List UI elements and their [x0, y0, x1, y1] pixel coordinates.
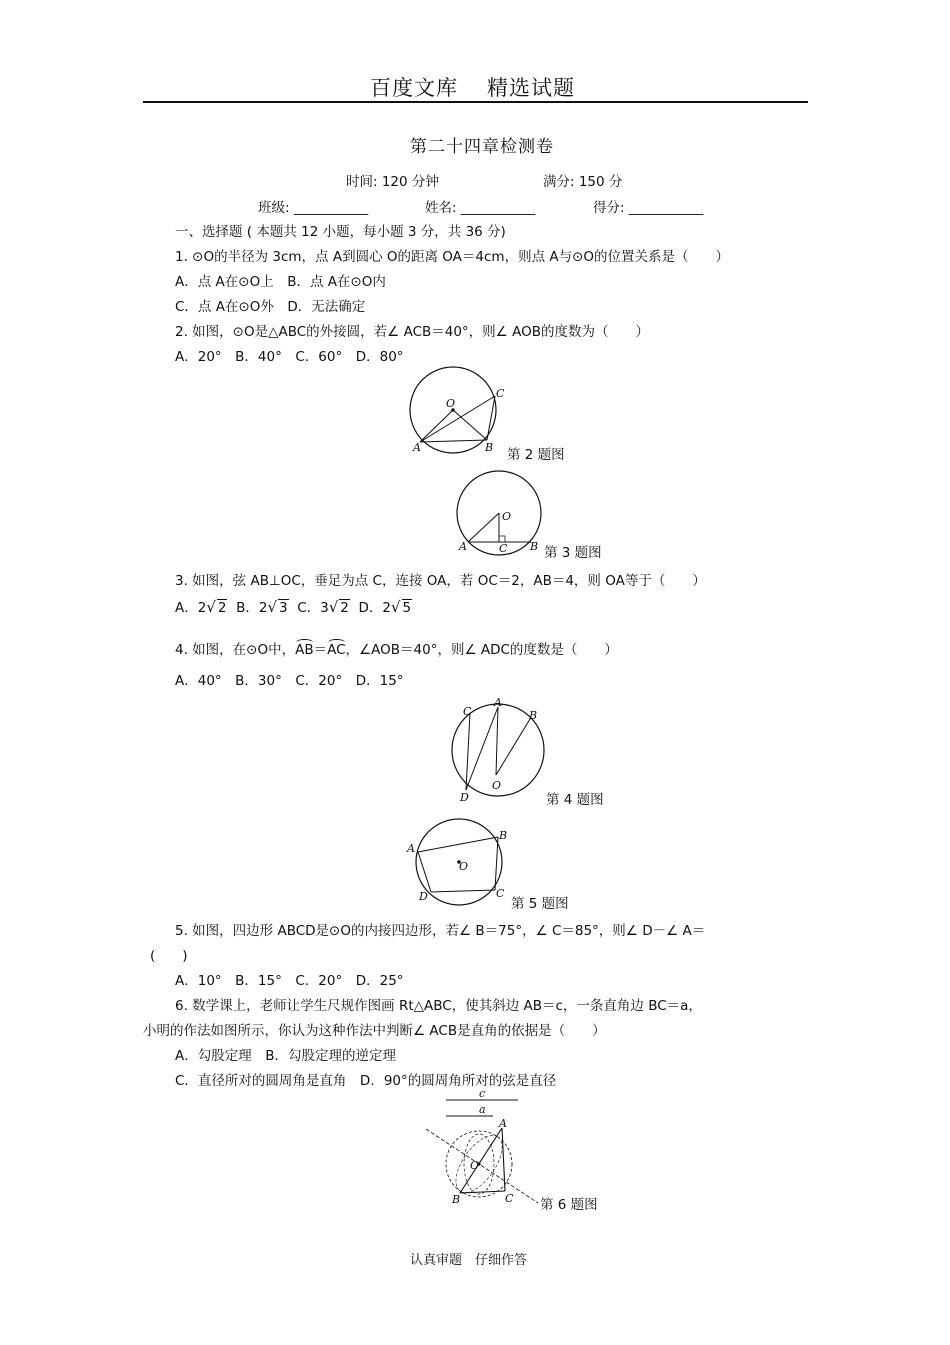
q5-options: A．10° B．15° C．20° D．25° [175, 973, 404, 989]
fig6-caption: 第 6 题图 [540, 1197, 598, 1213]
fig5-label-a: A [407, 842, 415, 855]
q2-options: A．20° B．40° C．60° D．80° [175, 349, 404, 365]
q6-options-ab: A．勾股定理 B．勾股定理的逆定理 [175, 1048, 396, 1064]
page-footer: 认真审题 仔细作答 [410, 1253, 528, 1268]
fig3-label-a: A [459, 540, 467, 553]
q1-options-cd: C．点 A在⊙O外 D．无法确定 [175, 299, 366, 315]
fig6-label-c-segment: c [479, 1087, 486, 1100]
sqrt-icon: √ [267, 598, 277, 616]
q2-stem: 2. 如图，⊙O是△ABC的外接圆，若∠ ACB＝40°，则∠ AOB的度数为（ ） [175, 324, 649, 340]
fig4-label-o: O [492, 779, 502, 792]
fig4-label-a: A [494, 696, 502, 709]
header-rule [143, 101, 808, 103]
q4-equals: ＝ [313, 642, 328, 658]
fig6-label-b: B [452, 1193, 461, 1206]
q6-stem-2: 小明的作法如图所示，你认为这种作法中判断∠ ACB是直角的依据是（ ） [143, 1023, 606, 1039]
time-label: 时间: 120 分钟 [346, 174, 439, 190]
q6-stem: 6. 数学课上，老师让学生尺规作图画 Rt△ABC，使其斜边 AB＝c，一条直角边 BC＝a， [175, 998, 702, 1014]
q3-option-c: C．3 [297, 600, 329, 616]
fig2-caption: 第 2 题图 [507, 447, 565, 463]
q4-stem-pre: 4. 如图，在⊙O中， [175, 642, 296, 658]
name-label: 姓名: ___________ [425, 200, 536, 216]
fig3-label-c: C [499, 542, 508, 555]
q3-option-d-radicand: 5 [402, 600, 412, 616]
q5-stem-2: ( ) [150, 948, 188, 964]
q3-options [175, 596, 412, 616]
figure-3 [450, 468, 550, 558]
q3-option-a-radicand: 2 [217, 600, 227, 616]
fig5-label-b: B [499, 829, 508, 842]
fig4-caption: 第 4 题图 [546, 792, 604, 808]
fig6-label-a: A [499, 1117, 507, 1130]
sqrt-icon: √ [328, 598, 339, 616]
fig6-label-o: O [470, 1159, 480, 1172]
fig4-label-d: D [460, 791, 469, 804]
fig2-label-o: O [446, 397, 456, 410]
grade-label: 得分: ___________ [593, 200, 704, 216]
fig3-label-b: B [530, 540, 539, 553]
q4-arc-ab: AB [295, 642, 314, 658]
fig4-label-c: C [463, 705, 472, 718]
q1-options-ab: A．点 A在⊙O上 B．点 A在⊙O内 [175, 274, 386, 290]
fig5-caption: 第 5 题图 [511, 896, 569, 912]
sqrt-icon: √ [390, 598, 401, 616]
q4-stem [175, 638, 618, 658]
fig6-label-a-segment: a [479, 1103, 486, 1116]
q4-stem-post: ，∠AOB＝40°，则∠ ADC的度数是（ ） [345, 642, 618, 658]
header-left: 百度文库 [370, 76, 458, 100]
q3-option-a: A．2 [175, 600, 207, 616]
q3-option-b: B．2 [236, 600, 268, 616]
q4-arc-ac: AC [327, 642, 346, 658]
q3-option-b-radicand: 3 [279, 600, 288, 616]
fig2-label-c: C [496, 387, 505, 400]
page-title: 第二十四章检测卷 [410, 137, 554, 157]
fig3-label-o: O [502, 510, 512, 523]
figure-2 [400, 362, 510, 462]
fig6-label-c: C [505, 1192, 514, 1205]
fig5-label-c: C [496, 887, 505, 900]
q5-stem: 5. 如图，四边形 ABCD是⊙O的内接四边形，若∠ B＝75°，∠ C＝85°，则∠ D－∠ A＝ [175, 923, 706, 939]
q4-options: A．40° B．30° C．20° D．15° [175, 673, 404, 689]
section-heading: 一、选择题 ( 本题共 12 小题，每小题 3 分，共 36 分) [175, 224, 506, 240]
fig3-caption: 第 3 题图 [544, 545, 602, 561]
score-label: 满分: 150 分 [543, 174, 623, 190]
sqrt-icon: √ [206, 598, 216, 616]
figure-6 [420, 1085, 545, 1210]
q3-option-d: D．2 [358, 600, 391, 616]
header-right: 精选试题 [487, 76, 575, 100]
q3-stem: 3. 如图，弦 AB⊥OC，垂足为点 C，连接 OA，若 OC＝2，AB＝4，则 OA等于（ ） [175, 573, 706, 589]
fig2-label-a: A [413, 441, 421, 454]
class-label: 班级: ___________ [258, 200, 369, 216]
q6-options-cd: C．直径所对的圆周角是直角 D．90°的圆周角所对的弦是直径 [175, 1073, 557, 1089]
fig4-label-b: B [529, 709, 538, 722]
figure-4 [448, 695, 558, 810]
fig5-label-d: D [419, 890, 428, 903]
q1-stem: 1. ⊙O的半径为 3cm，点 A到圆心 O的距离 OA＝4cm，则点 A与⊙O的位置关系是（ ） [175, 249, 730, 265]
fig5-label-o: O [459, 860, 469, 873]
q3-option-c-radicand: 2 [340, 600, 349, 616]
fig2-label-b: B [485, 441, 494, 454]
figure-5 [403, 815, 518, 910]
